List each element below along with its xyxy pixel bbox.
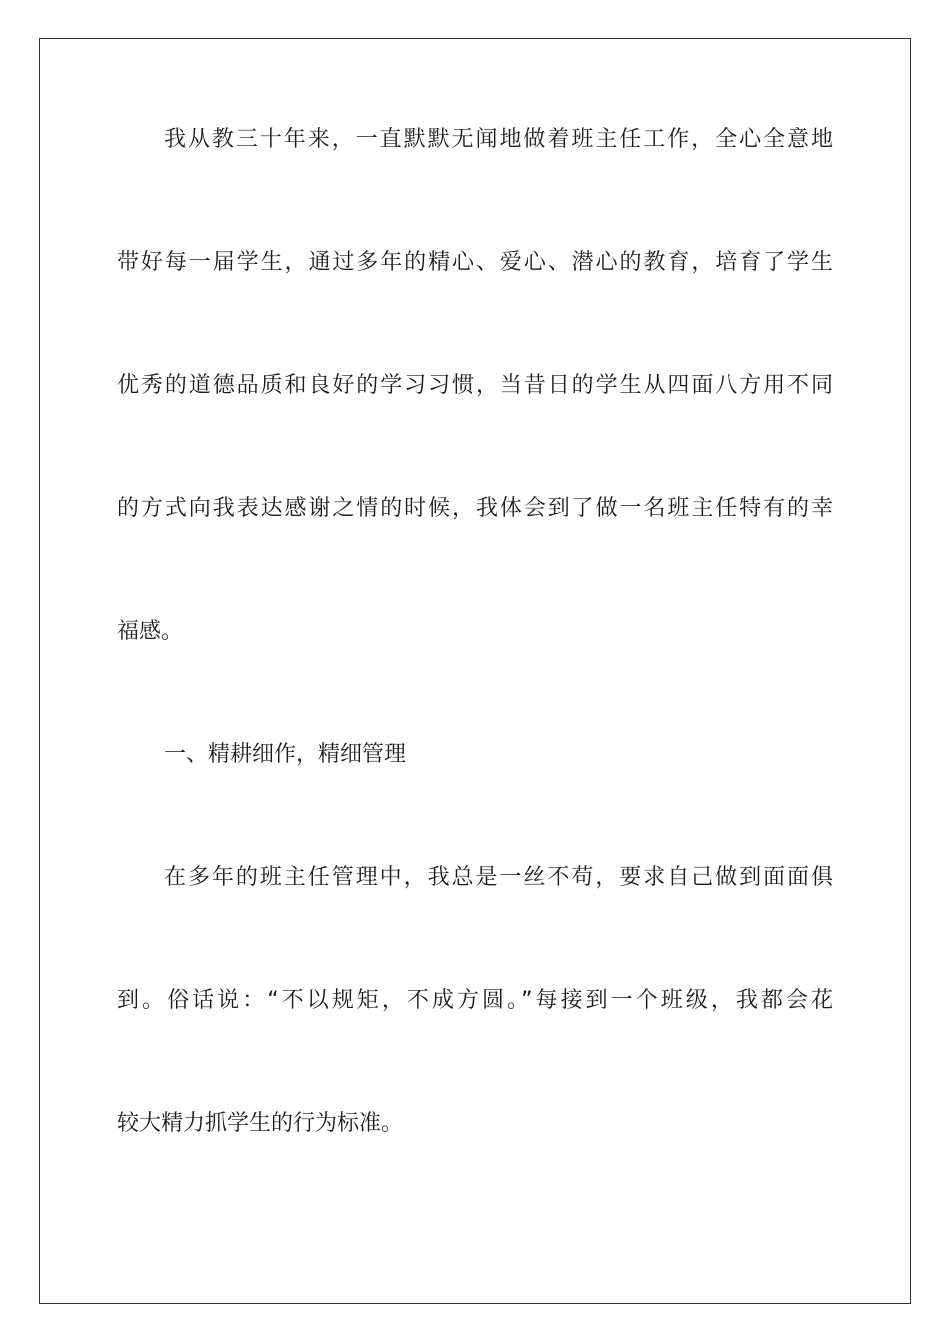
section-heading: 一、精耕细作，精细管理 [164,742,407,767]
paragraph-intro-line-3: 优秀的道德品质和良好的学习习惯，当昔日的学生从四面八方用不同 [117,373,833,398]
document-body [117,125,833,1232]
paragraph-management-line-2: 到。俗话说：“不以规矩，不成方圆。”每接到一个班级，我都会花 [117,988,833,1013]
paragraph-intro-line-1: 我从教三十年来，一直默默无闻地做着班主任工作，全心全意地 [164,127,833,152]
paragraph-management-line-1: 在多年的班主任管理中，我总是一丝不苟，要求自己做到面面俱 [164,865,833,890]
paragraph-intro-line-5: 福感。 [117,619,184,644]
paragraph-intro-line-2: 带好每一届学生，通过多年的精心、爱心、潜心的教育，培育了学生 [117,250,833,275]
paragraph-intro-line-4: 的方式向我表达感谢之情的时候，我体会到了做一名班主任特有的幸 [117,496,833,521]
paragraph-management-line-3: 较大精力抓学生的行为标准。 [117,1111,404,1136]
